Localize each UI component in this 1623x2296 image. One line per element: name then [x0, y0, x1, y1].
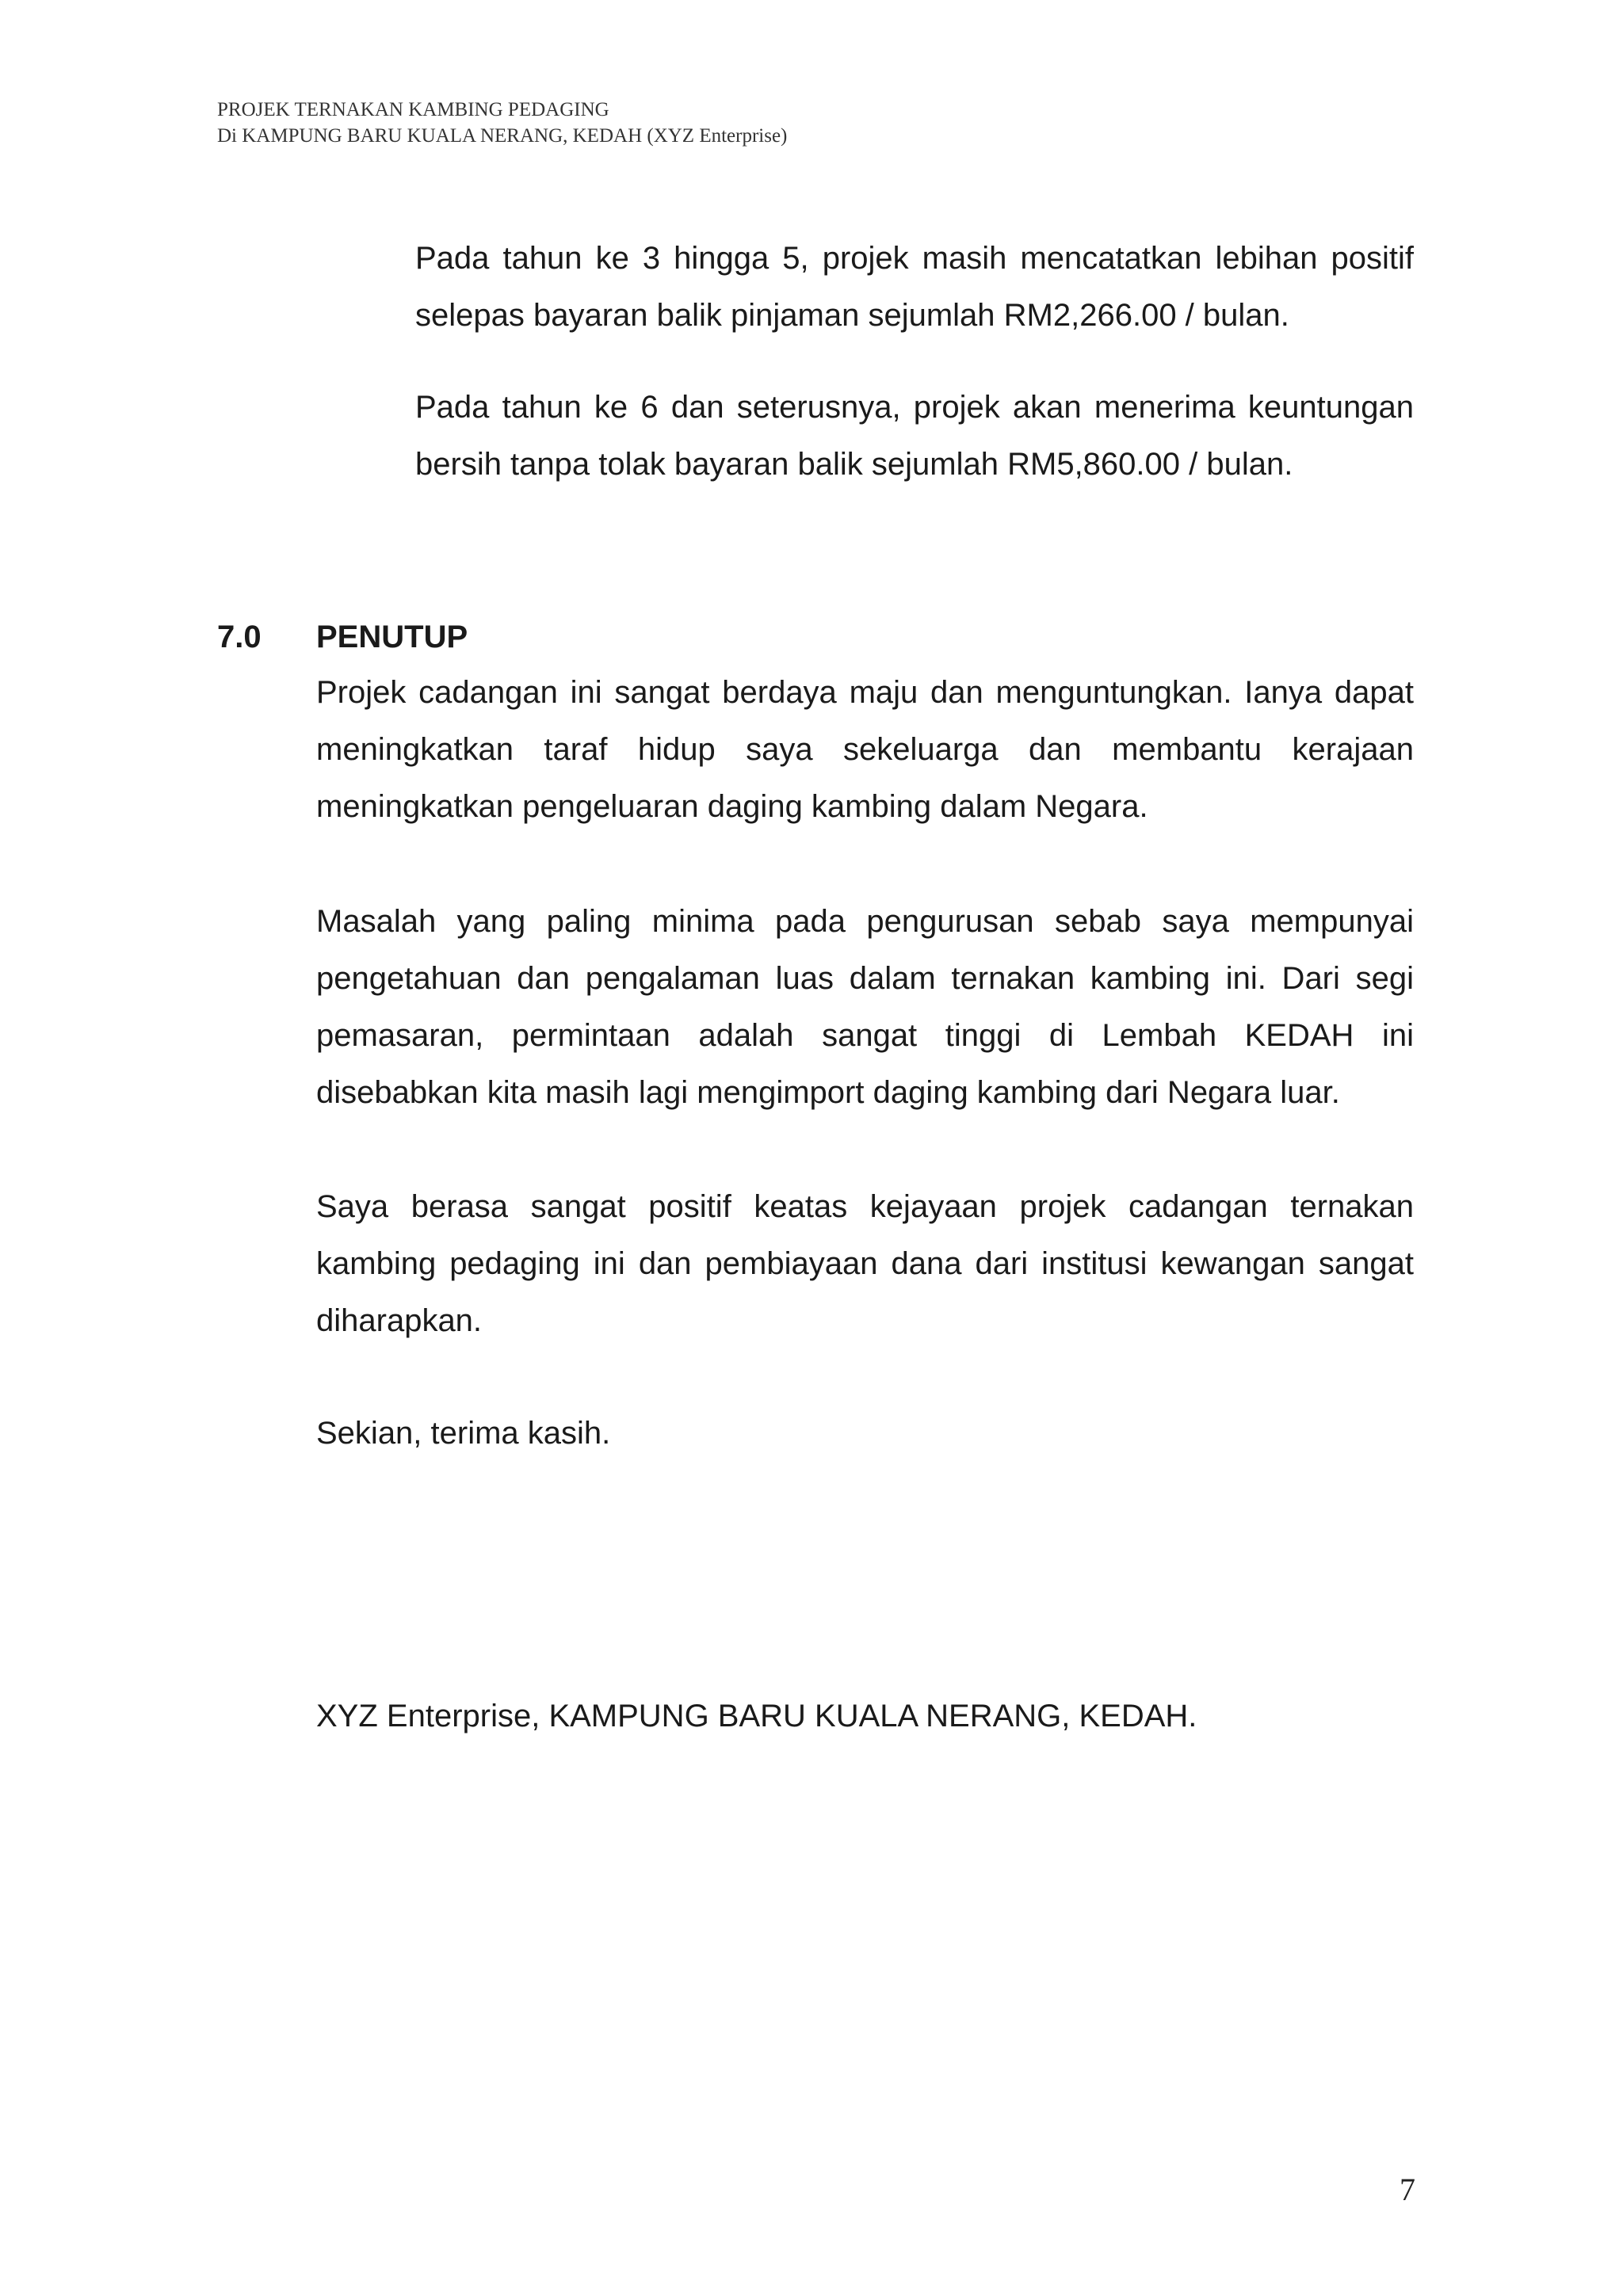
section-number: 7.0: [217, 620, 262, 654]
intro-paragraph-1: Pada tahun ke 3 hingga 5, projek masih mencatatkan lebihan positif selepas bayaran balik pinjaman sejumlah RM2,266.00 / bulan.: [415, 241, 1414, 333]
running-header: [217, 97, 787, 149]
section-title: PENUTUP: [316, 620, 468, 654]
header-title: PROJEK TERNAKAN KAMBING PEDAGING: [217, 99, 609, 120]
section-paragraph-1: Projek cadangan ini sangat berdaya maju dan menguntungkan. Ianya dapat meningkatkan taraf hidup saya sekeluarga dan membantu kerajaan meningkatkan pengeluaran daging kambing dalam Negara.: [316, 675, 1414, 824]
closing-remark: Sekian, terima kasih.: [316, 1416, 611, 1451]
section-paragraph-3: Saya berasa sangat positif keatas kejayaan projek cadangan ternakan kambing pedaging ini dan pembiayaan dana dari institusi kewangan sangat diharapkan.: [316, 1189, 1414, 1338]
page-number: 7: [1400, 2172, 1415, 2207]
section-paragraph-2: Masalah yang paling minima pada pengurusan sebab saya mempunyai pengetahuan dan pengalaman luas dalam ternakan kambing ini. Dari segi pemasaran, permintaan adalah sangat tinggi di Lembah KEDAH ini disebabkan kita masih lagi mengimport daging kambing dari Negara luar.: [316, 904, 1414, 1110]
signature-line: XYZ Enterprise, KAMPUNG BARU KUALA NERANG, KEDAH.: [316, 1699, 1197, 1733]
section-heading: [217, 608, 468, 666]
header-subtitle: Di KAMPUNG BARU KUALA NERANG, KEDAH (XYZ Enterprise): [217, 125, 788, 147]
intro-paragraph-2: Pada tahun ke 6 dan seterusnya, projek akan menerima keuntungan bersih tanpa tolak bayaran balik sejumlah RM5,860.00 / bulan.: [415, 390, 1414, 482]
